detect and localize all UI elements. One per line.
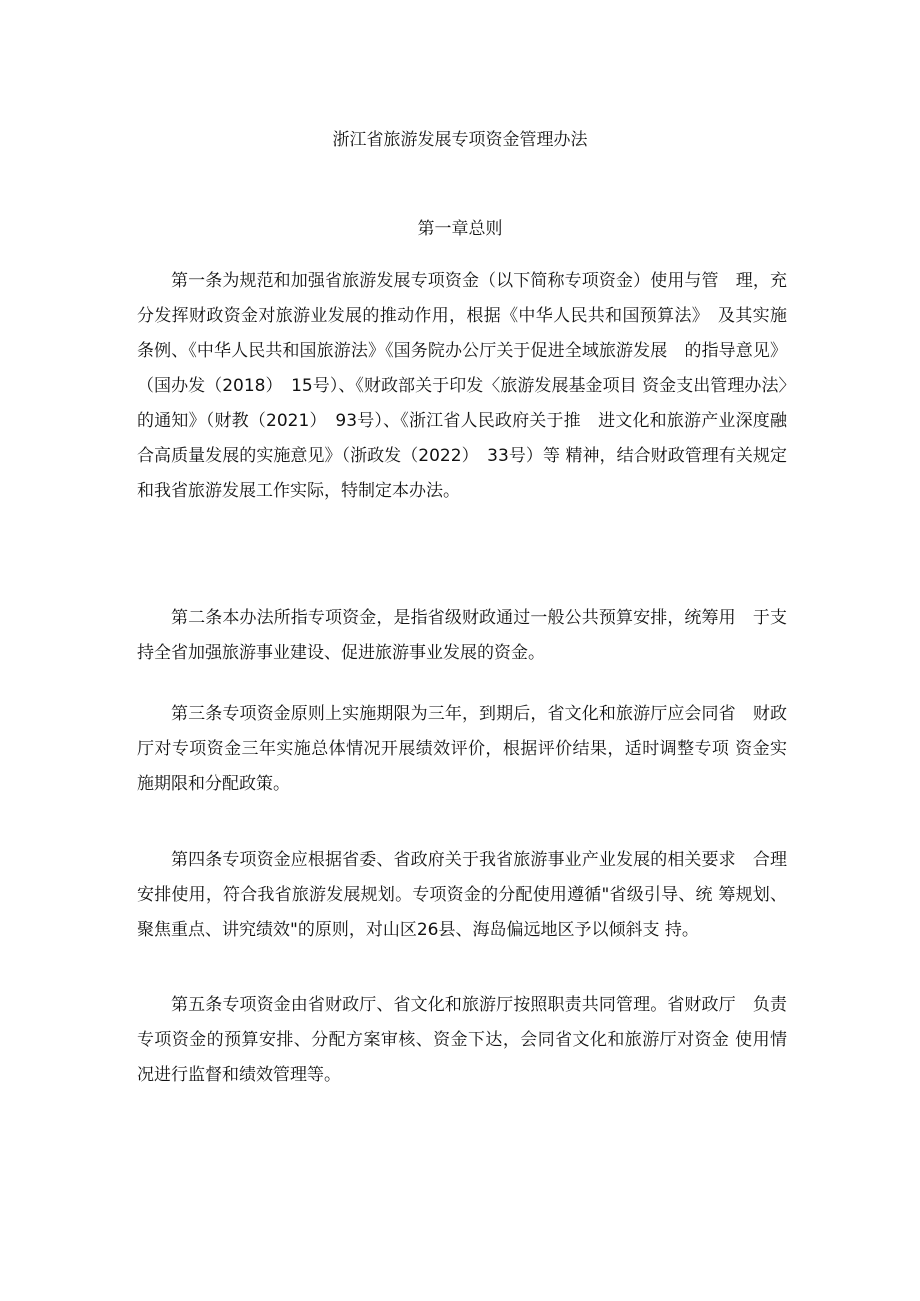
chapter-heading: 第一章总则: [417, 219, 503, 239]
article-1-paragraph: 第一条为规范和加强省旅游发展专项资金（以下简称专项资金）使用与管 理，充分发挥财政资金对旅游业发展的推动作用，根据《中华人民共和国预算法》 及其实施条例、《中华人民共和国旅游法》《国务院办公厅关于促进全域旅游发展 的指导意见》（国办发（2018） 15号）、《财政部关于印发〈旅游发展基金项目 资金支出管理办法〉的通知》（财教（2021） 93号）、《浙江省人民政府关于推 进文化和旅游产业深度融合高质量发展的实施意见》（浙政发（2022） 33号）等 精神，结合财政管理有关规定和我省旅游发展工作实际，特制定本办法。: [137, 271, 787, 501]
article-2-paragraph: 第二条本办法所指专项资金，是指省级财政通过一般公共预算安排，统筹用 于支持全省加强旅游事业建设、促进旅游事业发展的资金。: [137, 608, 787, 663]
article-3-paragraph: 第三条专项资金原则上实施期限为三年，到期后，省文化和旅游厅应会同省 财政厅对专项资金三年实施总体情况开展绩效评价，根据评价结果，适时调整专项 资金实施期限和分配政策。: [137, 704, 787, 794]
article-4-paragraph: 第四条专项资金应根据省委、省政府关于我省旅游事业产业发展的相关要求 合理安排使用，符合我省旅游发展规划。专项资金的分配使用遵循"省级引导、统 筹规划、聚焦重点、讲究绩效"的原则，对山区26县、海岛偏远地区予以倾斜支 持。: [137, 850, 787, 940]
article-5-paragraph: 第五条专项资金由省财政厅、省文化和旅游厅按照职责共同管理。省财政厅 负责专项资金的预算安排、分配方案审核、资金下达，会同省文化和旅游厅对资金 使用情况进行监督和绩效管理等。: [137, 995, 787, 1085]
document-title: 浙江省旅游发展专项资金管理办法: [332, 130, 588, 150]
